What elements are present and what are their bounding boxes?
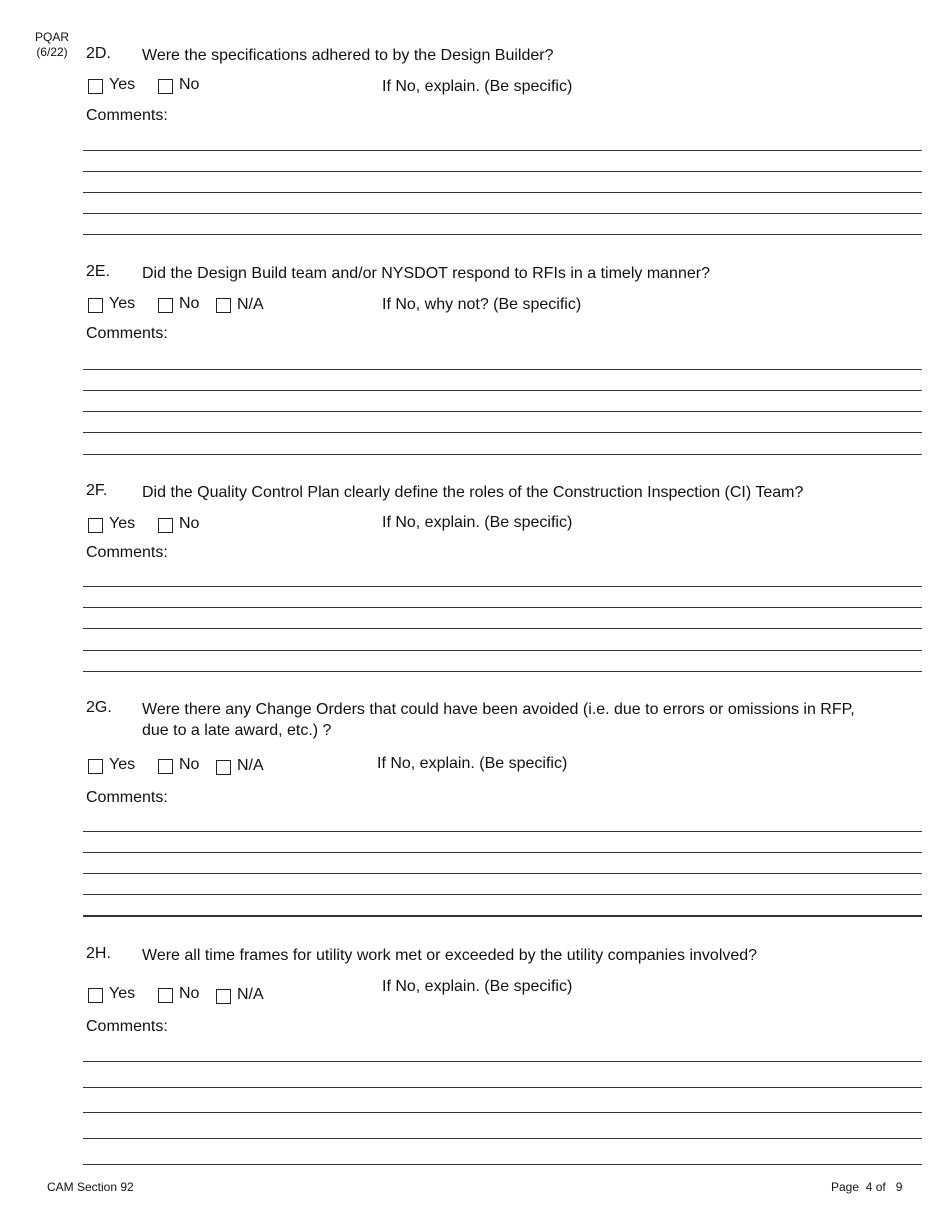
question-2d-yes-label: Yes [109, 76, 136, 93]
question-2e-comment-line[interactable] [83, 390, 922, 391]
question-2f-explain: If No, explain. (Be specific) [382, 514, 573, 531]
question-2e-comment-line[interactable] [83, 432, 922, 433]
question-2f-text: Did the Quality Control Plan clearly define the roles of the Construction Inspection (CI) Team? [142, 484, 804, 501]
question-2h-no-label: No [179, 985, 200, 1002]
question-2h-comment-line[interactable] [83, 1164, 922, 1165]
question-2h-explain: If No, explain. (Be specific) [382, 978, 573, 995]
question-2e-na-checkbox[interactable] [216, 298, 231, 313]
question-2g-no-label: No [179, 756, 200, 773]
question-2d-explain: If No, explain. (Be specific) [382, 78, 573, 95]
form-code: PQAR [34, 30, 69, 44]
question-2g-yes-label: Yes [109, 756, 136, 773]
question-2f-yes-checkbox[interactable] [88, 518, 103, 533]
question-2f-no-checkbox[interactable] [158, 518, 173, 533]
question-2g-na-label: N/A [237, 757, 264, 774]
question-2f-yes-label: Yes [109, 515, 136, 532]
question-2e-comment-line[interactable] [83, 369, 922, 370]
question-2d-comment-line[interactable] [83, 192, 922, 193]
question-2d-comment-line[interactable] [83, 171, 922, 172]
question-2g-comments-label: Comments: [86, 789, 168, 806]
question-2h-yes-checkbox[interactable] [88, 988, 103, 1003]
question-2d-yes-checkbox[interactable] [88, 79, 103, 94]
footer-page-number: Page 4 of 9 [831, 1180, 903, 1194]
question-2e-explain: If No, why not? (Be specific) [382, 296, 582, 313]
question-2e-no-label: No [179, 295, 200, 312]
question-2e-comments-label: Comments: [86, 325, 168, 342]
question-2g-comment-line[interactable] [83, 831, 922, 832]
question-2h-comment-line[interactable] [83, 1061, 922, 1062]
question-2d-no-checkbox[interactable] [158, 79, 173, 94]
question-2h-na-label: N/A [237, 986, 264, 1003]
question-2d-comment-line[interactable] [83, 213, 922, 214]
question-2f-comment-line[interactable] [83, 671, 922, 672]
question-2f-no-label: No [179, 515, 200, 532]
question-2d-text: Were the specifications adhered to by the Design Builder? [142, 47, 554, 64]
footer-section: CAM Section 92 [47, 1180, 134, 1194]
question-2e-comment-line[interactable] [83, 411, 922, 412]
question-2g-no-checkbox[interactable] [158, 759, 173, 774]
question-2h-comment-line[interactable] [83, 1138, 922, 1139]
question-2g-comment-line[interactable] [83, 894, 922, 895]
question-2d-comment-line[interactable] [83, 150, 922, 151]
question-2g-comment-line[interactable] [83, 852, 922, 853]
question-2d-comments-label: Comments: [86, 107, 168, 124]
question-2e-yes-checkbox[interactable] [88, 298, 103, 313]
question-2f-number: 2F. [86, 482, 108, 499]
question-2e-text: Did the Design Build team and/or NYSDOT respond to RFIs in a timely manner? [142, 265, 710, 282]
question-2e-na-label: N/A [237, 296, 264, 313]
question-2d-number: 2D. [86, 45, 111, 62]
question-2h-yes-label: Yes [109, 985, 136, 1002]
question-2e-yes-label: Yes [109, 295, 136, 312]
question-2g-na-checkbox[interactable] [216, 760, 231, 775]
question-2g-explain: If No, explain. (Be specific) [377, 755, 568, 772]
question-2h-comments-label: Comments: [86, 1018, 168, 1035]
question-2d-comment-line[interactable] [83, 234, 922, 235]
question-2h-no-checkbox[interactable] [158, 988, 173, 1003]
question-2g-number: 2G. [86, 699, 112, 716]
question-2g-yes-checkbox[interactable] [88, 759, 103, 774]
question-2d-no-label: No [179, 76, 200, 93]
question-2f-comment-line[interactable] [83, 628, 922, 629]
question-2e-number: 2E. [86, 263, 111, 280]
question-2f-comments-label: Comments: [86, 544, 168, 561]
question-2f-comment-line[interactable] [83, 650, 922, 651]
question-2h-na-checkbox[interactable] [216, 989, 231, 1004]
question-2g-text-line2: due to a late award, etc.) ? [142, 722, 332, 739]
question-2g-text-line1: Were there any Change Orders that could have been avoided (i.e. due to errors or omissions in RFP, [142, 701, 855, 718]
question-2f-comment-line[interactable] [83, 586, 922, 587]
question-2e-no-checkbox[interactable] [158, 298, 173, 313]
question-2h-number: 2H. [86, 945, 111, 962]
form-date: (6/22) [36, 45, 68, 59]
question-2e-comment-line[interactable] [83, 454, 922, 455]
question-2g-comment-line[interactable] [83, 915, 922, 917]
question-2h-text: Were all time frames for utility work met or exceeded by the utility companies involved? [142, 947, 758, 964]
question-2f-comment-line[interactable] [83, 607, 922, 608]
question-2g-comment-line[interactable] [83, 873, 922, 874]
question-2h-comment-line[interactable] [83, 1112, 922, 1113]
question-2h-comment-line[interactable] [83, 1087, 922, 1088]
